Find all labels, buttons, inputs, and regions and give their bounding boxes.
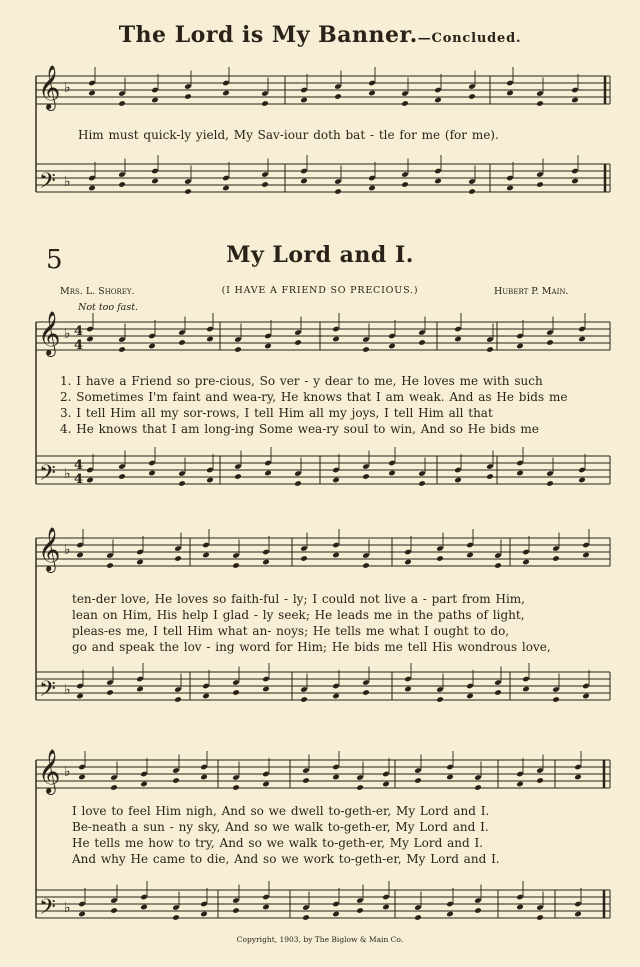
author: Mrs. L. Shorey. <box>60 286 135 297</box>
note-head <box>582 552 590 559</box>
note-head <box>536 777 544 784</box>
tempo-marking: Not too fast. <box>78 302 139 313</box>
note-head <box>232 562 240 569</box>
note-head <box>200 774 208 781</box>
note-head <box>106 562 114 569</box>
note-head <box>522 686 530 693</box>
note-head <box>334 188 342 195</box>
note-head <box>401 100 409 107</box>
lyric-line: And why He came to die, And so we work to-geth-er, My Lord and I. <box>72 852 500 866</box>
note-head <box>494 562 502 569</box>
note-head <box>434 178 442 185</box>
note-head <box>552 696 560 703</box>
note-head <box>536 181 544 188</box>
note-head <box>118 473 126 480</box>
concluded-lyric-line: Him must quick-ly yield, My Sav-iour doth bat - tle for me (for me). <box>78 128 499 142</box>
note-head <box>172 777 180 784</box>
note-head <box>401 181 409 188</box>
note-head <box>582 693 590 700</box>
note-head <box>332 774 340 781</box>
note-head <box>294 480 302 487</box>
note-head <box>136 686 144 693</box>
note-head <box>222 90 230 97</box>
note-head <box>404 686 412 693</box>
note-head <box>232 784 240 791</box>
note-head <box>332 336 340 343</box>
note-head <box>264 470 272 477</box>
note-head <box>88 90 96 97</box>
treble-clef: 𝄞 <box>38 749 61 793</box>
flat-sign: ♭ <box>64 900 71 916</box>
note-head <box>178 339 186 346</box>
flat-sign: ♭ <box>64 326 71 342</box>
lyric-line: He tells me how to try, And so we walk to-geth-er, My Lord and I. <box>72 836 484 850</box>
note-head <box>178 480 186 487</box>
note-head <box>578 336 586 343</box>
note-head <box>506 185 514 192</box>
note-head <box>332 477 340 484</box>
hymn-subtitle: (I HAVE A FRIEND SO PRECIOUS.) <box>221 285 419 296</box>
note-head <box>222 185 230 192</box>
lyric-line: Be-neath a sun - ny sky, And so we walk to-geth-er, My Lord and I. <box>72 820 489 834</box>
note-head <box>184 93 192 100</box>
note-head <box>468 93 476 100</box>
note-head <box>362 562 370 569</box>
flat-sign: ♭ <box>64 764 71 780</box>
note-head <box>334 93 342 100</box>
note-head <box>574 911 582 918</box>
note-head <box>262 686 270 693</box>
note-head <box>404 559 412 566</box>
lyric-line: 2. Sometimes I'm faint and wea-ry, He knows that I am weak. And as He bids me <box>60 390 568 404</box>
note-head <box>571 97 579 104</box>
flat-sign: ♭ <box>64 466 71 482</box>
note-head <box>136 559 144 566</box>
note-head <box>140 904 148 911</box>
note-head <box>88 185 96 192</box>
note-head <box>261 181 269 188</box>
treble-clef: 𝄞 <box>38 527 61 571</box>
note-head <box>86 477 94 484</box>
note-head <box>118 100 126 107</box>
note-head <box>446 911 454 918</box>
note-head <box>388 343 396 350</box>
note-head <box>574 774 582 781</box>
note-head <box>302 914 310 921</box>
note-head <box>78 774 86 781</box>
note-head <box>506 90 514 97</box>
lyric-line: go and speak the lov - ing word for Him; He bids me tell His wondrous love, <box>72 640 551 654</box>
composer: Hubert P. Main. <box>494 286 569 297</box>
note-head <box>516 904 524 911</box>
note-head <box>516 343 524 350</box>
note-head <box>571 178 579 185</box>
note-head <box>454 477 462 484</box>
note-head <box>434 97 442 104</box>
note-head <box>388 470 396 477</box>
note-head <box>294 339 302 346</box>
note-head <box>516 781 524 788</box>
flat-sign: ♭ <box>64 174 71 190</box>
note-head <box>232 689 240 696</box>
time-signature: 4 <box>74 472 84 487</box>
bass-clef: 𝄢 <box>39 677 56 707</box>
treble-clef: 𝄞 <box>38 311 61 355</box>
note-head <box>516 470 524 477</box>
note-head <box>234 346 242 353</box>
note-head <box>468 188 476 195</box>
lyric-line: 3. I tell Him all my sor-rows, I tell Him all my joys, I tell Him all that <box>60 406 493 420</box>
lyric-line: ten-der love, He loves so faith-ful - ly; I could not live a - part from Him, <box>72 592 525 606</box>
note-head <box>552 555 560 562</box>
time-signature: 4 <box>74 324 84 339</box>
note-head <box>140 781 148 788</box>
note-head <box>546 480 554 487</box>
flat-sign: ♭ <box>64 542 71 558</box>
note-head <box>486 473 494 480</box>
note-head <box>362 689 370 696</box>
note-head <box>262 781 270 788</box>
note-head <box>110 907 118 914</box>
note-head <box>151 97 159 104</box>
note-head <box>76 693 84 700</box>
flat-sign: ♭ <box>64 80 71 96</box>
note-head <box>332 911 340 918</box>
note-head <box>522 559 530 566</box>
lyric-line: pleas-es me, I tell Him what an- noys; He tells me what I ought to do, <box>72 624 510 638</box>
note-head <box>76 552 84 559</box>
note-head <box>86 336 94 343</box>
note-head <box>382 904 390 911</box>
note-head <box>368 185 376 192</box>
note-head <box>474 907 482 914</box>
note-head <box>174 555 182 562</box>
hymn-number: 5 <box>46 245 63 275</box>
time-signature: 4 <box>74 338 84 353</box>
note-head <box>300 696 308 703</box>
note-head <box>151 178 159 185</box>
note-head <box>261 100 269 107</box>
note-head <box>368 90 376 97</box>
note-head <box>262 559 270 566</box>
note-head <box>300 178 308 185</box>
note-head <box>546 339 554 346</box>
note-head <box>494 689 502 696</box>
note-head <box>436 696 444 703</box>
note-head <box>200 911 208 918</box>
note-head <box>536 100 544 107</box>
note-head <box>148 343 156 350</box>
note-head <box>382 781 390 788</box>
note-head <box>172 914 180 921</box>
note-head <box>110 784 118 791</box>
flat-sign: ♭ <box>64 682 71 698</box>
note-head <box>486 346 494 353</box>
bass-clef: 𝄢 <box>39 169 56 199</box>
note-head <box>332 693 340 700</box>
note-head <box>202 552 210 559</box>
note-head <box>414 777 422 784</box>
note-head <box>332 552 340 559</box>
note-head <box>446 774 454 781</box>
copyright-notice: Copyright, 1903, by The Biglow & Main Co. <box>236 935 404 944</box>
note-head <box>436 555 444 562</box>
note-head <box>300 97 308 104</box>
note-head <box>362 346 370 353</box>
note-head <box>356 907 364 914</box>
note-head <box>362 473 370 480</box>
note-head <box>206 336 214 343</box>
note-head <box>356 784 364 791</box>
continued-title-text: The Lord is My Banner. <box>118 22 418 48</box>
lyric-line: 4. He knows that I am long-ing Some wea-ry soul to win, And so He bids me <box>60 422 539 436</box>
note-head <box>454 336 462 343</box>
lyric-line: I love to feel Him nigh, And so we dwell to-geth-er, My Lord and I. <box>72 804 490 818</box>
note-head <box>264 343 272 350</box>
note-head <box>466 693 474 700</box>
note-head <box>262 904 270 911</box>
note-head <box>234 473 242 480</box>
hymn-title: My Lord and I. <box>226 242 414 268</box>
continued-suffix: —Concluded. <box>417 31 522 46</box>
note-head <box>78 911 86 918</box>
note-head <box>474 784 482 791</box>
note-head <box>148 470 156 477</box>
note-head <box>418 339 426 346</box>
note-head <box>202 693 210 700</box>
note-head <box>466 552 474 559</box>
note-head <box>414 914 422 921</box>
note-head <box>118 181 126 188</box>
bass-clef: 𝄢 <box>39 895 56 925</box>
time-signature: 4 <box>74 458 84 473</box>
note-head <box>302 777 310 784</box>
note-head <box>184 188 192 195</box>
note-head <box>232 907 240 914</box>
note-head <box>418 480 426 487</box>
lyric-line: 1. I have a Friend so pre-cious, So ver - y dear to me, He loves me with such <box>60 374 543 388</box>
treble-clef: 𝄞 <box>38 65 61 109</box>
note-head <box>536 914 544 921</box>
note-head <box>206 477 214 484</box>
note-head <box>106 689 114 696</box>
bass-clef: 𝄢 <box>39 461 56 491</box>
note-head <box>118 346 126 353</box>
note-head <box>174 696 182 703</box>
lyric-line: lean on Him, His help I glad - ly seek; He leads me in the paths of light, <box>72 608 525 622</box>
note-head <box>300 555 308 562</box>
note-head <box>578 477 586 484</box>
